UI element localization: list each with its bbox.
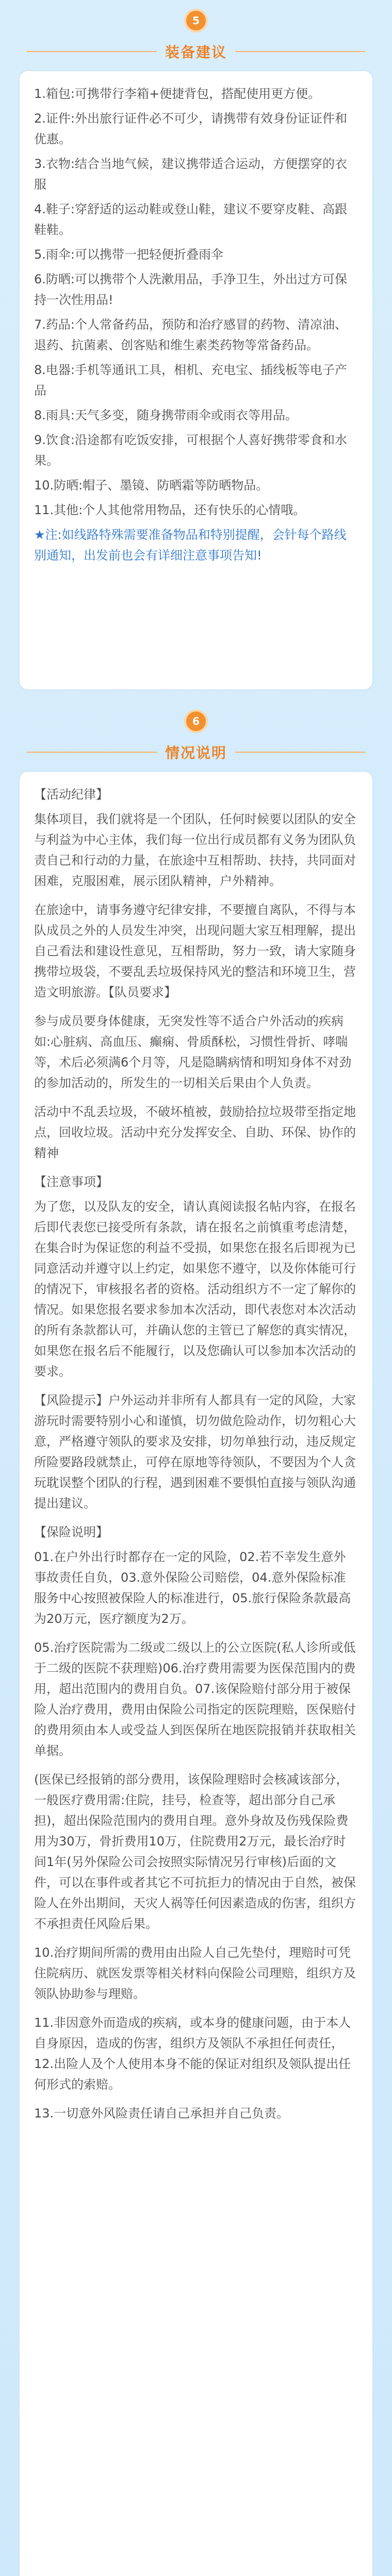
paragraph: 活动中不乱丢垃圾，不破坏植被，鼓励拾拉垃圾带至指定地点，回收垃圾。活动中充分发挥安全、自助、环保、协作的精神 <box>34 1105 356 1160</box>
section-header <box>19 737 373 768</box>
paragraph: 【保险说明】 <box>34 1525 108 1539</box>
paragraph: (医保已经报销的部分费用，该保险理赔时会核减该部分，一般医疗费用需:住院，挂号，检查等，超出部分自己承担)，超出保险范围内的费用自理。意外身故及伤残保险费用为30万，骨折费用10万，住院费用2万元，最长治疗时间1年(另外保险公司会按照实际情况另行审核)后面的文件，可以在事件或者其它不可抗拒力的情况由于自然，被保险人在外出期间，天灾人祸等任何因素造成的伤害，组织方不承担责任风险后果。 <box>34 1772 356 1931</box>
paragraph: 01.在户外出行时都存在一定的风险，02.若不幸发生意外事故责任自负，03.意外保险公司赔偿，04.意外保险标准服务中心按照被保险人的标准进行，05.旅行保险条款最高为20万元，医疗额度为2万。 <box>34 1550 351 1626</box>
paragraph: 【风险提示】户外运动并非所有人都具有一定的风险，大家游玩时需要特别小心和谨慎，切勿做危险动作，切勿粗心大意，严格遵守领队的要求及安排，切勿单独行动，违反规定所险要路段就禁止，可停在原地等待领队，不要因为个人贪玩耽误整个团队的行程，遇到困难不要惧怕直接与领队沟通提出建议。 <box>34 1393 356 1511</box>
paragraph: 参与成员要身体健康，无突发性等不适合户外活动的疾病如:心脏病、高血压、癫痫、骨质酥松，习惯性骨折、哮喘等，术后必须满6个月等，凡是隐瞒病情和明知身体不对劲的参加活动的，所发生的一切相关后果由个人负责。 <box>34 1014 352 1090</box>
paragraph: 在旅途中，请事务遵守纪律安排，不要擅自离队，不得与本队成员之外的人员发生冲突，出现问题大家互相理解，提出自己看法和建设性意见，互相帮助，努力一致，请大家随身携带垃圾袋，不要乱丢垃圾保持风光的整洁和环境卫生，营造文明旅游。【队员要求】 <box>34 903 356 999</box>
paragraph: 1.箱包:可携带行李箱+便捷背包，搭配使用更方便。 <box>34 87 321 101</box>
section-card <box>19 70 373 690</box>
paragraph: 6.防晒:可以携带个人洗漱用品，手净卫生，外出过方可保持一次性用品! <box>34 272 347 307</box>
paragraph: 【活动纪律】 <box>34 787 108 802</box>
paragraph: 8.电器:手机等通讯工具，相机、充电宝、插线板等电子产品 <box>34 363 347 398</box>
divider-left <box>27 51 157 52</box>
divider-left <box>27 752 157 753</box>
section-number: 5 <box>184 9 208 32</box>
paragraph: 8.雨具:天气多变，随身携带雨伞或雨衣等用品。 <box>34 408 298 422</box>
section-number: 6 <box>184 709 208 733</box>
paragraph: 集体项目，我们就将是一个团队，任何时候要以团队的安全与利益为中心主体，我们每一位出行成员都有义务为团队负责自己和行动的力量，在旅途中互相帮助、扶持，共同面对困难，克服困难，展示团队精神，户外精神。 <box>34 812 356 888</box>
paragraph: 10.防晒:帽子、墨镜、防晒霜等防晒物品。 <box>34 478 269 493</box>
paragraph: 4.鞋子:穿舒适的运动鞋或登山鞋，建议不要穿皮鞋、高跟鞋鞋。 <box>34 202 347 237</box>
paragraph: 11.其他:个人其他常用物品，还有快乐的心情哦。 <box>34 503 306 517</box>
paragraph: 11.非因意外而造成的疾病，或本身的健康问题，由于本人自身原因，造成的伤害，组织方及领队不承担任何责任，12.出险人及个人使用本身不能的保证对组织及领队提出任何形式的索赔。 <box>34 2015 351 2092</box>
equipment-section <box>19 0 373 690</box>
paragraph: 10.治疗期间所需的费用由出险人自己先垫付，理赔时可凭住院病历、就医发票等相关材料向保险公司理赔，组织方及领队协助参与理赔。 <box>34 1945 356 2001</box>
paragraph: 3.衣物:结合当地气候，建议携带适合运动，方便摆穿的衣服 <box>34 157 347 192</box>
note-paragraph: ★注:如线路特殊需要准备物品和特别提醒，会针每个路线别通知，出发前也会有详细注意事项告知! <box>34 528 347 563</box>
section-title: 情况说明 <box>165 744 227 761</box>
paragraph: 9.饮食:沿途都有吃饭安排，可根据个人喜好携带零食和水果。 <box>34 433 347 468</box>
section-title: 装备建议 <box>165 44 227 61</box>
divider-right <box>235 752 365 753</box>
divider-right <box>235 51 365 52</box>
paragraph: 【注意事项】 <box>34 1175 108 1189</box>
section-number-badge <box>175 0 217 41</box>
paragraph: 2.证件:外出旅行证件必不可少，请携带有效身份证证件和优惠。 <box>34 111 347 146</box>
paragraph: 为了您，以及队友的安全，请认真阅读报名帖内容，在报名后即代表您已接受所有条款，请在报名之前慎重考虑清楚，在集合时为保证您的利益不受损，如果您在报名后即视为已同意活动并遵守以上约定，如果您不遵守，以及你体能可行的情况下，审核报名者的资格。活动组织方不一定了解你的情况。如果您报名要求参加本次活动，即代表您对本次活动的所有条款都认可，并确认您的主管已了解您的真实情况，如果您在报名后不能履行，以及您确认可以参加本次活动的要求。 <box>34 1199 356 1379</box>
paragraph: 13.一切意外风险责任请自己承担并自己负责。 <box>34 2106 289 2121</box>
paragraph: 7.药品:个人常备药品，预防和治疗感冒的药物、清凉油、退药、抗菌素、创客贴和维生素类药物等常备药品。 <box>34 317 347 352</box>
section-header <box>19 36 373 67</box>
situation-section <box>19 701 373 2576</box>
section-card <box>19 771 373 2576</box>
section-number-badge <box>175 701 217 742</box>
paragraph: 5.雨伞:可以携带一把轻便折叠雨伞 <box>34 247 223 262</box>
paragraph: 05.治疗医院需为二级或二级以上的公立医院(私人诊所或低于二级的医院不获理赔)06.治疗费用需要为医保范围内的费用，超出范围内的费用自负。07.该保险赔付部分用于被保险人治疗费用，费用由保险公司指定的医院理赔，医保赔付的费用须由本人或受益人到医保所在地医院报销并获取相关单据。 <box>34 1640 356 1758</box>
